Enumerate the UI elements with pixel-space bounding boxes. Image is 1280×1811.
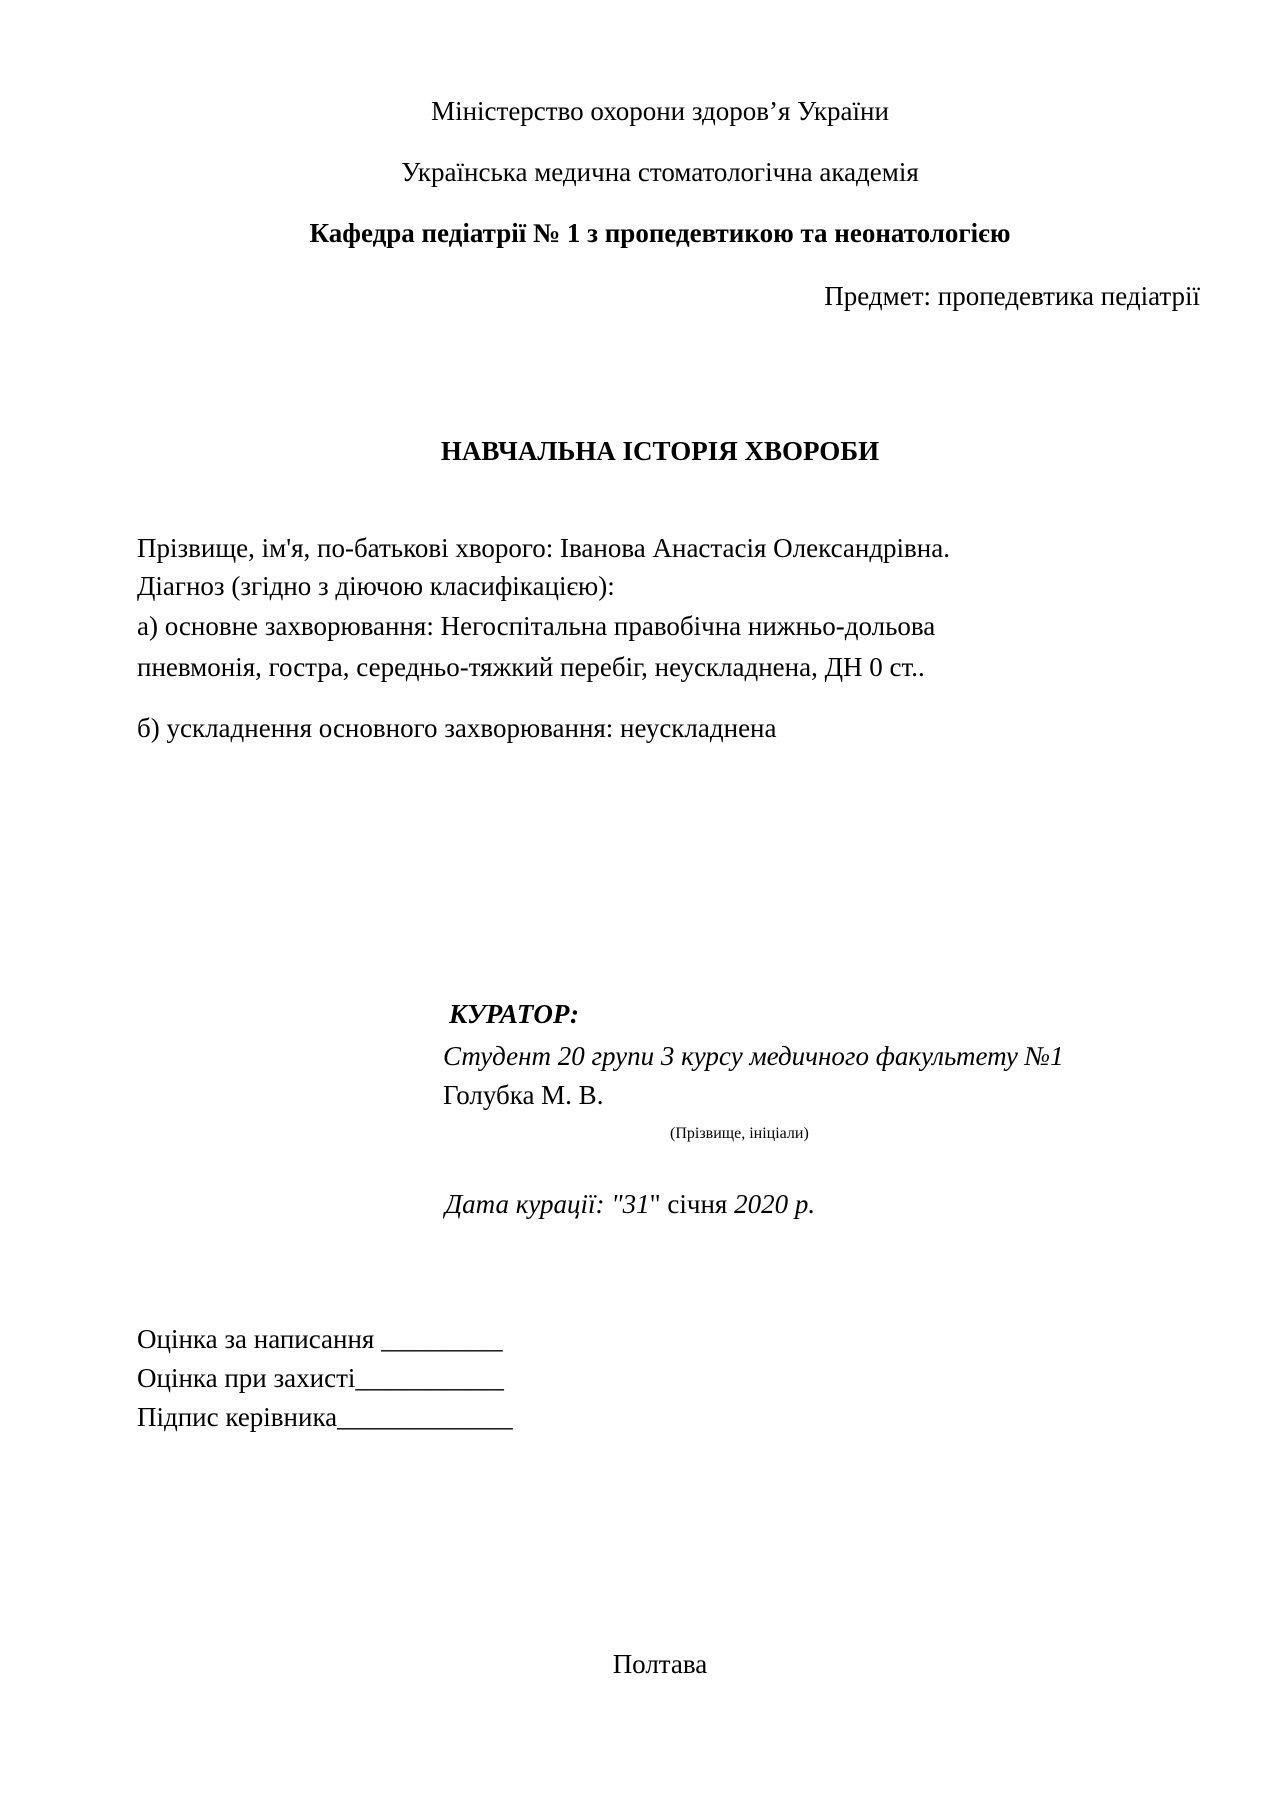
curator-name-hint: (Прізвище, ініціали) xyxy=(670,1125,809,1142)
curation-date-line xyxy=(445,1188,815,1220)
document-title: НАВЧАЛЬНА ІСТОРІЯ ХВОРОБИ xyxy=(440,436,880,466)
grade-writing-line: Оцінка за написання _________ xyxy=(137,1324,503,1354)
complications-line: б) ускладнення основного захворювання: неускладнена xyxy=(137,713,777,743)
grade-defense-line: Оцінка при захисті___________ xyxy=(137,1363,504,1393)
curation-date-label: Дата курації: "31 xyxy=(445,1189,650,1219)
curator-student-line: Студент 20 групи 3 курсу медичного факультету №1 xyxy=(443,1041,1064,1071)
curation-date-year: 2020 р. xyxy=(734,1189,816,1219)
academy-line: Українська медична стоматологічна академія xyxy=(401,157,919,187)
curator-label: КУРАТОР: xyxy=(449,999,579,1029)
ministry-line: Міністерство охорони здоров’я України xyxy=(431,96,889,126)
main-disease-line-1: а) основне захворювання: Негоспітальна правобічна нижньо-дольова xyxy=(137,611,936,641)
curator-name: Голубка М. В. xyxy=(443,1080,604,1110)
diagnosis-heading: Діагноз (згідно з діючою класифікацією): xyxy=(137,571,615,601)
city-footer: Полтава xyxy=(612,1649,708,1679)
patient-name-line: Прізвище, ім'я, по-батькові хворого: Іванова Анастасія Олександрівна. xyxy=(137,533,950,563)
supervisor-signature-line: Підпис керівника_____________ xyxy=(137,1402,513,1432)
curation-date-month: " січня xyxy=(649,1189,735,1219)
subject-line: Предмет: пропедевтика педіатрії xyxy=(824,281,1200,311)
main-disease-line-2: пневмонія, гостра, середньо-тяжкий перебіг, неускладнена, ДН 0 ст.. xyxy=(137,652,925,682)
department-line: Кафедра педіатрії № 1 з пропедевтикою та неонатологією xyxy=(309,218,1011,248)
